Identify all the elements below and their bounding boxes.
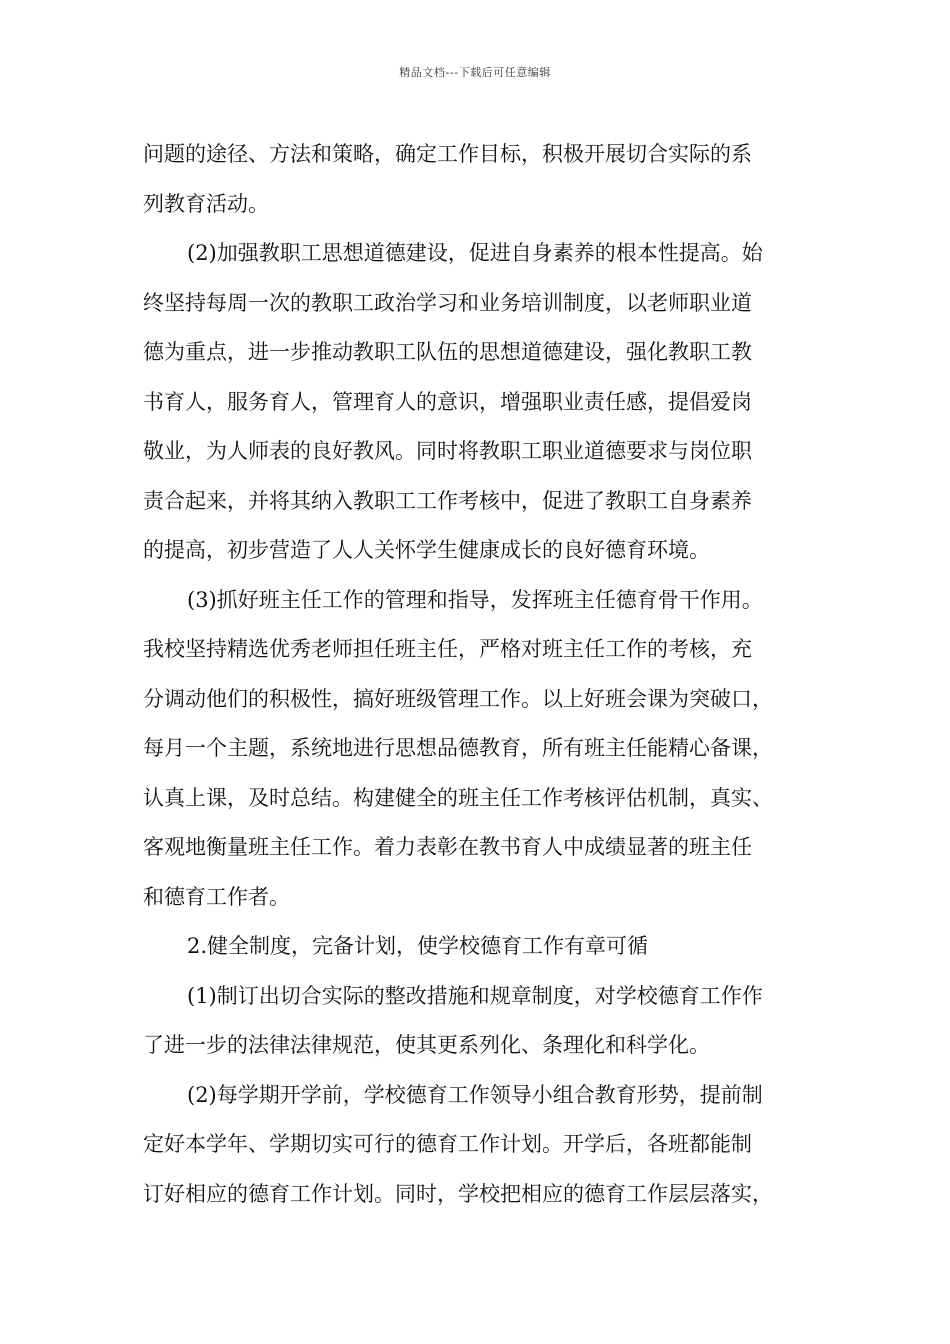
text-line: 2.健全制度，完备计划，使学校德育工作有章可循 — [187, 934, 649, 958]
text-line: 终坚持每周一次的教职工政治学习和业务培训制度，以老师职业道 — [143, 290, 752, 315]
text-line: (2)加强教职工思想道德建设，促进自身素养的根本性提高。始 — [187, 241, 763, 265]
text-line: 的提高，初步营造了人人关怀学生健康成长的良好德育环境。 — [143, 538, 710, 562]
text-line: 德为重点，进一步推动教职工队伍的思想道德建设，强化教职工教 — [143, 340, 752, 364]
text-line: (1)制订出切合实际的整改措施和规章制度，对学校德育工作作 — [187, 983, 763, 1008]
text-line: 书育人，服务育人，管理育人的意识，增强职业责任感，提倡爱岗 — [143, 389, 752, 414]
text-line: 每月一个主题，系统地进行思想品德教育，所有班主任能精心备课， — [143, 736, 773, 760]
text-line: 责合起来，并将其纳入教职工工作考核中，促进了教职工自身素养 — [143, 488, 752, 513]
text-line: 了进一步的法律法律规范，使其更系列化、条理化和科学化。 — [143, 1033, 710, 1057]
text-line: (2)每学期开学前，学校德育工作领导小组合教育形势，提前制 — [187, 1082, 763, 1107]
text-line: 我校坚持精选优秀老师担任班主任，严格对班主任工作的考核，充 — [143, 637, 752, 661]
text-line: 敬业，为人师表的良好教风。同时将教职工职业道德要求与岗位职 — [143, 439, 752, 463]
text-line: 列教育活动。 — [143, 191, 269, 216]
text-line: 认真上课，及时总结。构建健全的班主任工作考核评估机制，真实、 — [143, 785, 773, 810]
text-line: 定好本学年、学期切实可行的德育工作计划。开学后，各班都能制 — [143, 1132, 752, 1156]
text-line: 分调动他们的积极性，搞好班级管理工作。以上好班会课为突破口， — [143, 686, 773, 711]
text-line: 订好相应的德育工作计划。同时，学校把相应的德育工作层层落实， — [143, 1181, 773, 1206]
page-header: 精品文档---下载后可任意编辑 — [399, 66, 551, 79]
text-line: 问题的途径、方法和策略，确定工作目标，积极开展切合实际的系 — [143, 142, 752, 166]
text-line: 客观地衡量班主任工作。着力表彰在教书育人中成绩显著的班主任 — [143, 835, 752, 859]
document-body — [143, 130, 809, 1219]
text-line: 和德育工作者。 — [143, 884, 290, 909]
text-line: (3)抓好班主任工作的管理和指导，发挥班主任德育骨干作用。 — [187, 587, 763, 612]
